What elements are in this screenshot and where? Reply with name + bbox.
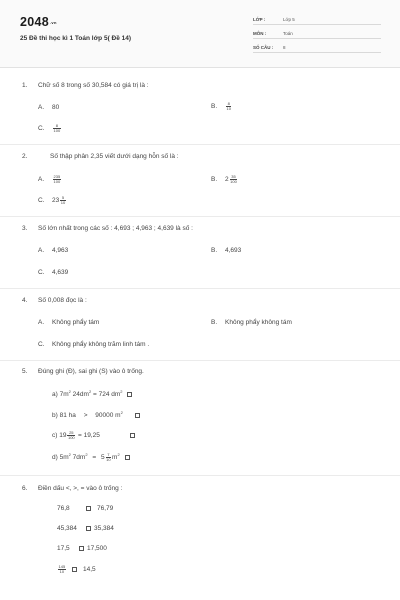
fraction: $\frac{8}{10}$ [226,101,231,111]
question-1-option-c[interactable]: C. $\frac{8}{100}$ [38,123,61,133]
answer-box[interactable] [135,413,140,418]
answer-box[interactable] [127,392,132,397]
question-5-number: 5. [22,368,28,375]
question-5-text: Đúng ghi (Đ), sai ghi (S) vào ô trống. [38,368,144,375]
question-6-pair-1: 76,8 76,79 [57,505,114,512]
answer-box[interactable] [125,455,130,460]
fraction: $\frac{8}{100}$ [53,123,61,133]
question-6-text: Điền dấu <, >, = vào ô trống : [38,485,123,492]
question-6-pair-4: $\frac{145}{10}$ 14,5 [58,564,96,574]
question-5-item-d: d) $5m^2$ $7dm^2 = 5$ $\frac{7}{10}$ $m^2$ [52,452,133,462]
info-count: SỐ CÂU : 8 [253,44,381,53]
divider [0,360,400,361]
answer-box[interactable] [86,506,91,511]
question-2-option-c[interactable]: C. 23 $\frac{5}{10}$ [38,195,66,205]
question-3-option-a[interactable]: A. 4,963 [38,247,69,254]
question-2-text: Số thập phân 2,35 viết dưới dạng hỗn số là : [50,153,179,160]
question-1-option-a[interactable]: A. 80 [38,104,60,111]
answer-box[interactable] [130,433,135,438]
fraction: $\frac{145}{10}$ [58,564,66,574]
divider [0,475,400,476]
site-logo[interactable]: 2048.vn [20,15,57,29]
question-2-option-a[interactable]: A. $\frac{235}{100}$ [38,174,61,184]
question-3-text: Số lớn nhất trong các số : 4,693 ; 4,963 ; 4,639 là số : [38,225,193,232]
question-5-item-c: c) 19 $\frac{25}{100}$ = 19,25 [52,431,138,440]
question-4-text: Số 0,008 đọc là : [38,297,87,304]
question-1-number: 1. [22,82,28,89]
fraction: $\frac{5}{10}$ [60,195,66,205]
question-3-number: 3. [22,225,28,232]
fraction: $\frac{235}{100}$ [53,174,61,184]
fraction: $\frac{35}{100}$ [230,174,237,184]
question-5-item-a: a) $7m^2$ $24dm^2 = 724$ $dm^2$ [52,389,135,398]
question-2-option-b[interactable]: B. 2 $\frac{35}{100}$ [211,174,237,184]
exam-title: 25 Đề thi học kì 1 Toán lớp 5( Đề 14) [20,35,132,42]
question-3-option-c[interactable]: C. 4,639 [38,269,69,276]
question-3-option-b[interactable]: B. 4,693 [211,247,242,254]
question-6-number: 6. [22,485,28,492]
question-2-number: 2. [22,153,28,160]
exam-header [0,0,400,68]
fraction: $\frac{7}{10}$ [106,451,111,462]
question-6-pair-3: 17,5 17,500 [57,545,107,552]
question-4-option-b[interactable]: B. Không phẩy không tám [211,319,292,326]
info-class: LỚP : Lớp 5 [253,16,381,25]
divider [0,216,400,217]
question-6-pair-2: 45,384 35,384 [57,525,114,532]
question-1-option-b[interactable]: B. $\frac{8}{10}$ [211,101,231,111]
answer-box[interactable] [79,546,84,551]
answer-box[interactable] [86,526,91,531]
question-1-text: Chữ số 8 trong số 30,584 có giá trị là : [38,82,149,89]
question-4-option-c[interactable]: C. Không phẩy không trăm linh tám . [38,341,150,348]
question-4-number: 4. [22,297,28,304]
fraction: $\frac{25}{100}$ [67,430,75,440]
info-subject: MÔN : Toán [253,30,381,39]
divider [0,288,400,289]
question-4-option-a[interactable]: A. Không phẩy tám [38,319,100,326]
answer-box[interactable] [72,567,77,572]
question-5-item-b: b) 81 ha > 90000 $m^2$ [52,410,143,419]
divider [0,144,400,145]
